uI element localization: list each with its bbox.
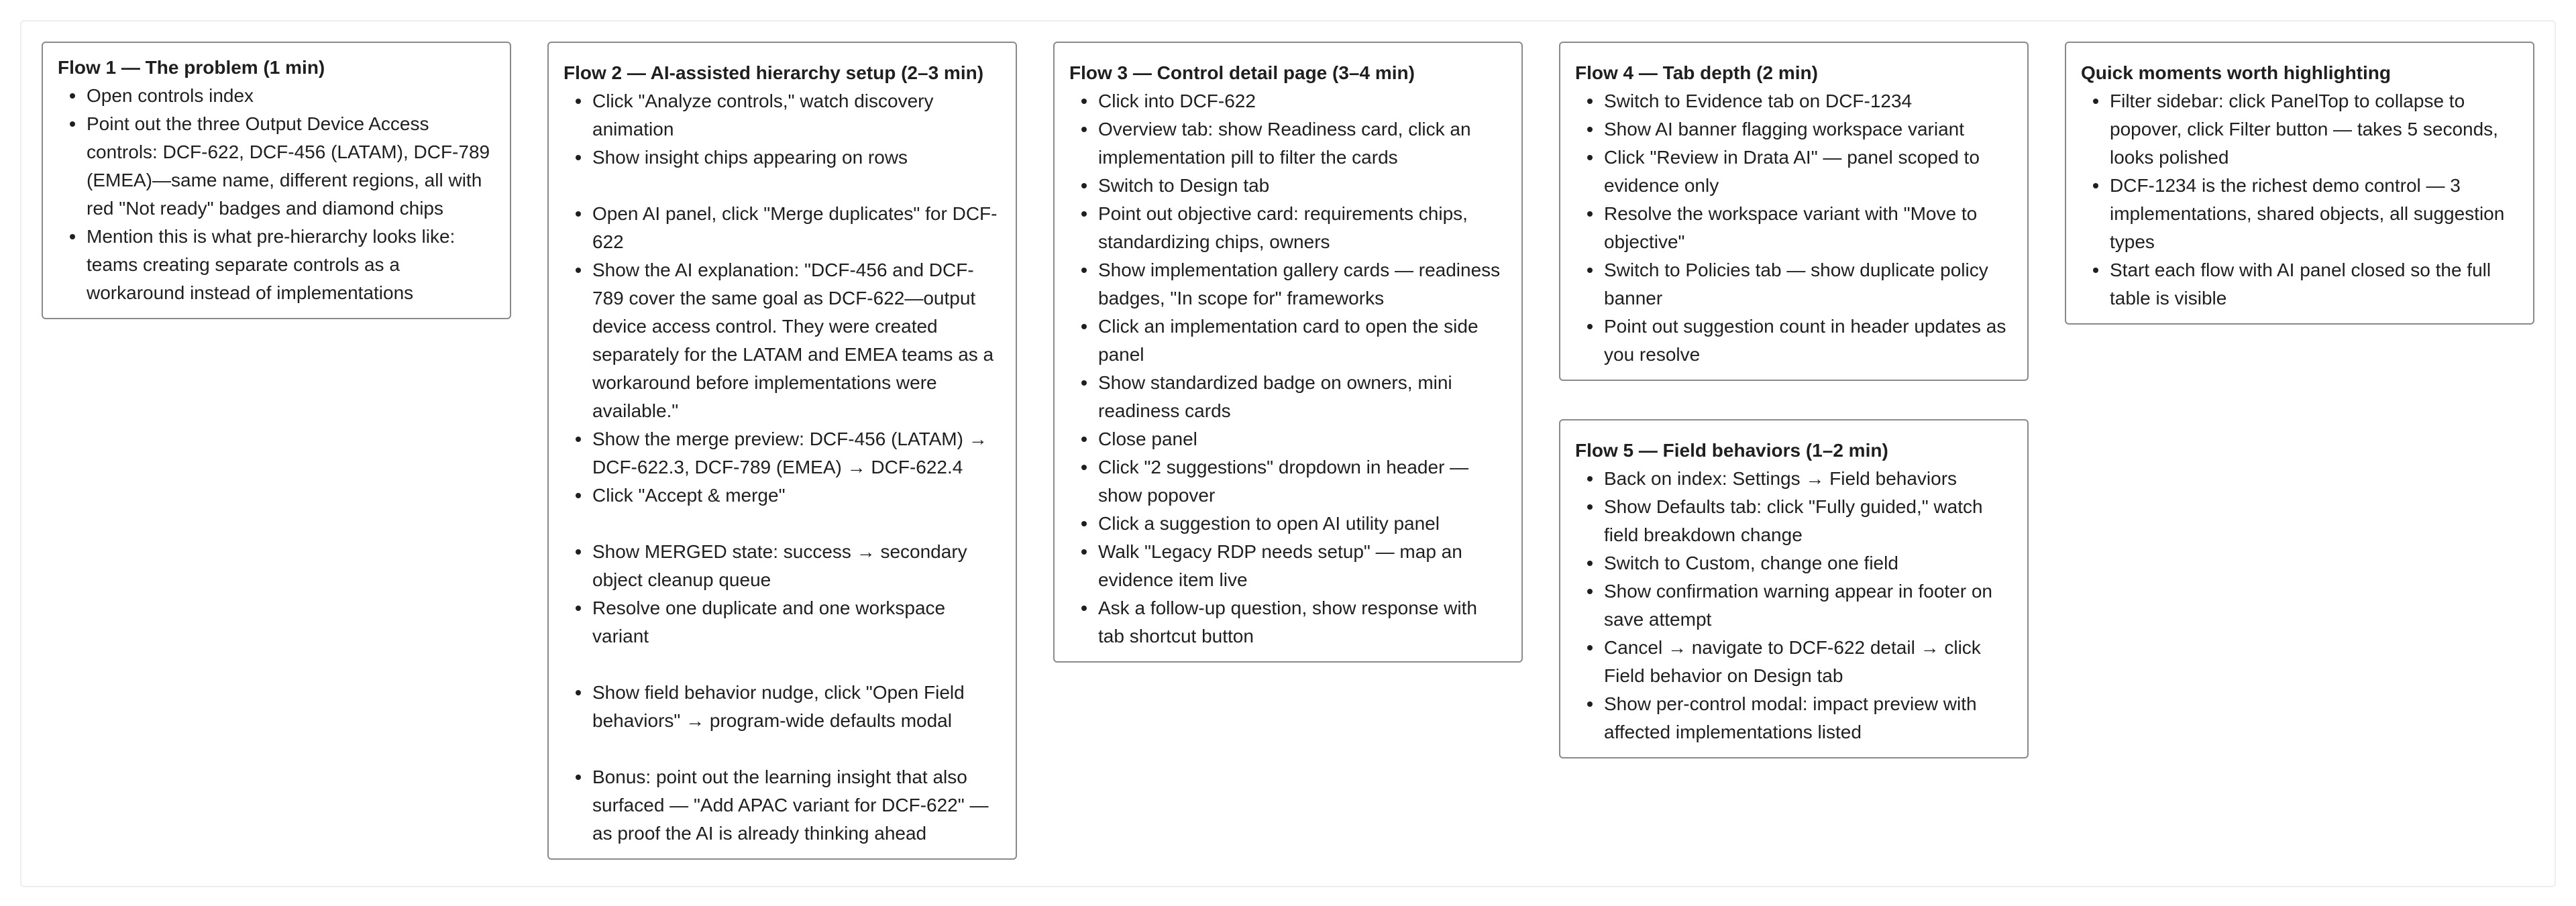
list-item: Resolve the workspace variant with "Move to objective" <box>1575 200 2014 256</box>
list-item: Point out objective card: requirements chips, standardizing chips, owners <box>1069 200 1508 256</box>
list-item: Show MERGED state: success → secondary object cleanup queue <box>564 538 1002 594</box>
list-item: Click "Analyze controls," watch discovery animation <box>564 87 1002 144</box>
list-item: Switch to Policies tab — show duplicate policy banner <box>1575 256 2014 313</box>
quick-moments-card <box>2065 42 2534 325</box>
flow-3-card <box>1053 42 1523 663</box>
card-title: Quick moments worth highlighting <box>2081 62 2391 83</box>
flow-1-card <box>42 42 511 319</box>
item-list <box>1575 465 2014 746</box>
list-item: Click into DCF-622 <box>1069 87 1508 115</box>
card-title: Flow 4 — Tab depth (2 min) <box>1575 62 1818 83</box>
flow-4-card <box>1559 42 2029 381</box>
list-item: Ask a follow-up question, show response with tab shortcut button <box>1069 594 1508 650</box>
list-item: Click "Review in Drata AI" — panel scoped to evidence only <box>1575 144 2014 200</box>
list-item: Open controls index <box>58 82 496 110</box>
list-item: Point out suggestion count in header updates as you resolve <box>1575 313 2014 369</box>
list-item: Start each flow with AI panel closed so the full table is visible <box>2081 256 2520 313</box>
list-item: Walk "Legacy RDP needs setup" — map an evidence item live <box>1069 538 1508 594</box>
card-title: Flow 3 — Control detail page (3–4 min) <box>1069 62 1415 83</box>
list-item: Resolve one duplicate and one workspace variant <box>564 594 1002 650</box>
list-item: DCF-1234 is the richest demo control — 3 implementations, shared objects, all suggestion types <box>2081 172 2520 256</box>
list-item: Show AI banner flagging workspace variant <box>1575 115 2014 144</box>
list-item: Click "2 suggestions" dropdown in header — show popover <box>1069 453 1508 510</box>
list-item: Switch to Design tab <box>1069 172 1508 200</box>
list-item: Click "Accept & merge" <box>564 482 1002 510</box>
list-item: Bonus: point out the learning insight that also surfaced — "Add APAC variant for DCF-622" — as proof the AI is already thinking ahead <box>564 763 1002 848</box>
list-item: Switch to Custom, change one field <box>1575 549 2014 577</box>
item-list <box>1069 87 1508 650</box>
list-item: Show field behavior nudge, click "Open Field behaviors" → program-wide defaults modal <box>564 679 1002 735</box>
list-item: Show implementation gallery cards — readiness badges, "In scope for" frameworks <box>1069 256 1508 313</box>
list-item: Point out the three Output Device Access controls: DCF-622, DCF-456 (LATAM), DCF-789 (EMEA)—same name, different regions, all with red "Not ready" badges and diamond chips <box>58 110 496 223</box>
list-item: Show standardized badge on owners, mini readiness cards <box>1069 369 1508 425</box>
list-item: Open AI panel, click "Merge duplicates" for DCF-622 <box>564 200 1002 256</box>
list-item: Click an implementation card to open the side panel <box>1069 313 1508 369</box>
list-item: Close panel <box>1069 425 1508 453</box>
card-title: Flow 1 — The problem (1 min) <box>58 57 325 78</box>
flow-5-card <box>1559 419 2029 758</box>
card-title: Flow 5 — Field behaviors (1–2 min) <box>1575 440 1888 461</box>
list-item: Show the merge preview: DCF-456 (LATAM) → DCF-622.3, DCF-789 (EMEA) → DCF-622.4 <box>564 425 1002 482</box>
item-list <box>58 82 496 307</box>
list-item: Switch to Evidence tab on DCF-1234 <box>1575 87 2014 115</box>
item-list <box>1575 87 2014 369</box>
list-item: Show the AI explanation: "DCF-456 and DCF-789 cover the same goal as DCF-622—output device access control. They were created separately for the LATAM and EMEA teams as a workaround before implementations were available." <box>564 256 1002 425</box>
flow-2-card <box>547 42 1017 860</box>
list-item: Show Defaults tab: click "Fully guided," watch field breakdown change <box>1575 493 2014 549</box>
item-list <box>564 87 1002 848</box>
list-item: Show per-control modal: impact preview with affected implementations listed <box>1575 690 2014 746</box>
list-item: Click a suggestion to open AI utility panel <box>1069 510 1508 538</box>
list-item: Back on index: Settings → Field behaviors <box>1575 465 2014 493</box>
item-list <box>2081 87 2520 313</box>
card-title: Flow 2 — AI-assisted hierarchy setup (2–3 min) <box>564 62 984 83</box>
list-item: Show insight chips appearing on rows <box>564 144 1002 172</box>
list-item: Filter sidebar: click PanelTop to collapse to popover, click Filter button — takes 5 seconds, looks polished <box>2081 87 2520 172</box>
list-item: Show confirmation warning appear in footer on save attempt <box>1575 577 2014 634</box>
list-item: Overview tab: show Readiness card, click an implementation pill to filter the cards <box>1069 115 1508 172</box>
list-item: Mention this is what pre-hierarchy looks like: teams creating separate controls as a workaround instead of implementations <box>58 223 496 307</box>
list-item: Cancel → navigate to DCF-622 detail → click Field behavior on Design tab <box>1575 634 2014 690</box>
